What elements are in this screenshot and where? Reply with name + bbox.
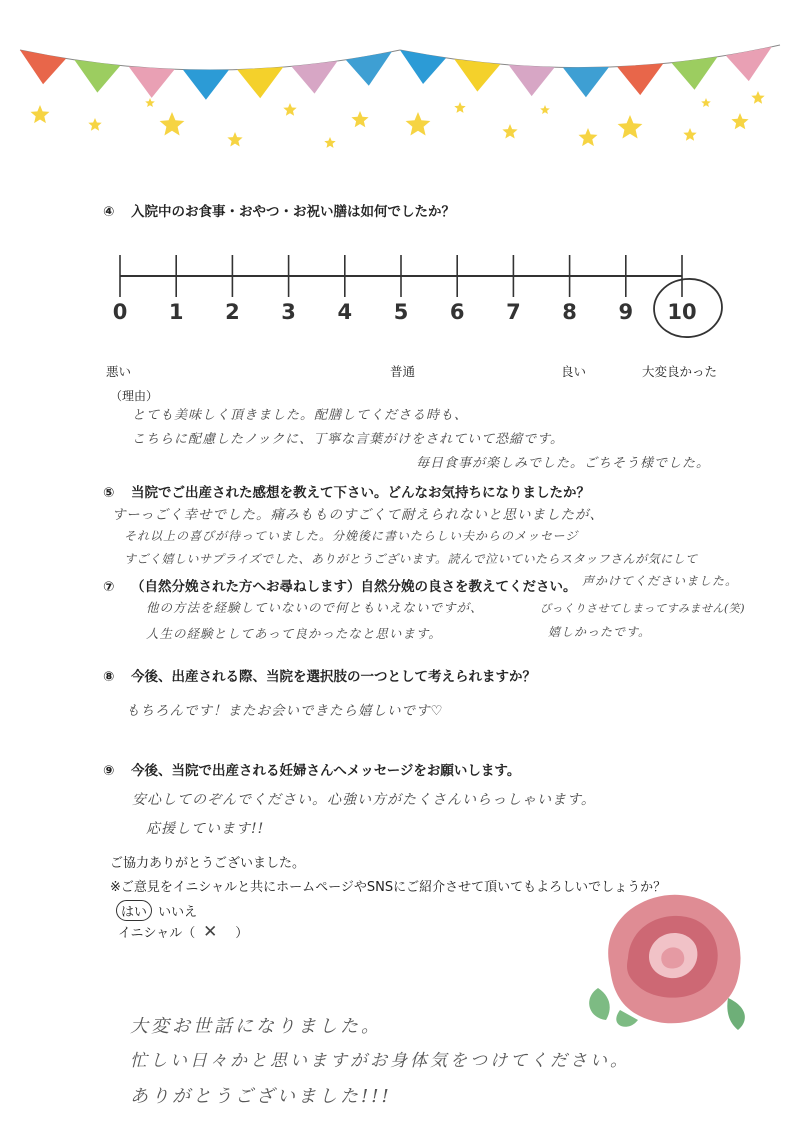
label-bad: 悪い xyxy=(106,364,132,379)
q7-answer-right-1: びっくりさせてしまってすみません(笑) xyxy=(540,602,746,615)
question-text: 今後、出産される際、当院を選択肢の一つとして考えられますか？ xyxy=(131,669,536,685)
q7-answer-left-1: 他の方法を経験していないので何ともいえないですが、 xyxy=(146,600,484,615)
q4-answer-line-3: 毎日食事が楽しみでした。ごちそう様でした。 xyxy=(416,456,711,471)
scale-number-2: 2 xyxy=(225,300,240,324)
q4-answer-line-2: こちらに配慮したノックに、丁寧な言葉がけをされていて恐縮です。 xyxy=(132,432,565,447)
option-no: いいえ xyxy=(158,905,198,920)
label-very-good: 大変良かった xyxy=(642,364,718,379)
scale-number-6: 6 xyxy=(449,300,465,324)
scale-number-8: 8 xyxy=(562,300,577,324)
sns-question: ※ご意見をイニシャルと共にホームページやSNSにご紹介させて頂いてもよろしいでしょうか？ xyxy=(110,880,667,895)
question-text: 入院中のお食事・おやつ・お祝い膳は如何でしたか？ xyxy=(131,204,455,220)
scale-number-4: 4 xyxy=(337,300,353,324)
scale-number-1: 1 xyxy=(168,300,184,324)
scale-number-7: 7 xyxy=(506,300,521,324)
thanks-text: ご協力ありがとうございました。 xyxy=(110,856,306,871)
scale-number-0: 0 xyxy=(112,300,128,324)
option-yes-selected: はい xyxy=(116,900,152,921)
scale-number-5: 5 xyxy=(393,300,409,324)
free-message-line-3: ありがとうございました!!! xyxy=(130,1086,392,1107)
question-text: 当院でご出産された感想を教えて下さい。どんなお気持ちになりましたか？ xyxy=(131,485,590,501)
scale-number-10: 10 xyxy=(667,300,697,324)
reason-label: （理由） xyxy=(110,389,159,403)
question-text: 今後、当院で出産される妊婦さんへメッセージをお願いします。 xyxy=(131,763,521,779)
scale-number-9: 9 xyxy=(618,300,634,324)
initial-value: ✕ xyxy=(203,922,218,942)
q5-answer-line-1: すーっごく幸せでした。痛みもものすごくて耐えられないと思いましたが、 xyxy=(112,507,605,523)
label-normal: 普通 xyxy=(390,364,416,379)
initial-close: ） xyxy=(235,926,249,941)
q9-answer-line-1: 安心してのぞんでください。心強い方がたくさんいらっしゃいます。 xyxy=(132,792,596,808)
q8-answer: もちろんです！またお会いできたら嬉しいです♡ xyxy=(126,703,444,719)
question-number: ⑤ xyxy=(103,485,115,501)
q7-answer-left-2: 人生の経験としてあって良かったなと思います。 xyxy=(146,626,442,641)
initial-label: イニシャル（ xyxy=(118,926,196,941)
question-number: ⑨ xyxy=(103,763,115,779)
question-number: ⑧ xyxy=(103,669,115,685)
question-number: ④ xyxy=(103,204,115,220)
q5-answer-line-3: すごく嬉しいサプライズでした、ありがとうございます。読んで泣いていたらスタッフさんが気にして xyxy=(124,552,698,566)
question-number: ⑦ xyxy=(103,579,115,595)
scale-number-3: 3 xyxy=(281,300,296,324)
free-message-line-2: 忙しい日々かと思いますがお身体気をつけてください。 xyxy=(130,1051,630,1071)
q9-answer-line-2: 応援しています!! xyxy=(146,821,265,837)
question-text: （自然分娩された方へお尋ねします）自然分娩の良さを教えてください。 xyxy=(131,579,577,595)
q5-answer-line-2: それ以上の喜びが待っていました。分娩後に書いたらしい夫からのメッセージ xyxy=(124,529,579,543)
label-good: 良い xyxy=(561,364,587,379)
q5-answer-line-4: 声かけてくださいました。 xyxy=(582,574,739,588)
q4-answer-line-1: とても美味しく頂きました。配膳してくださる時も、 xyxy=(132,408,469,423)
free-message-line-1: 大変お世話になりました。 xyxy=(130,1016,382,1037)
q7-answer-right-2: 嬉しかったです。 xyxy=(548,625,652,639)
